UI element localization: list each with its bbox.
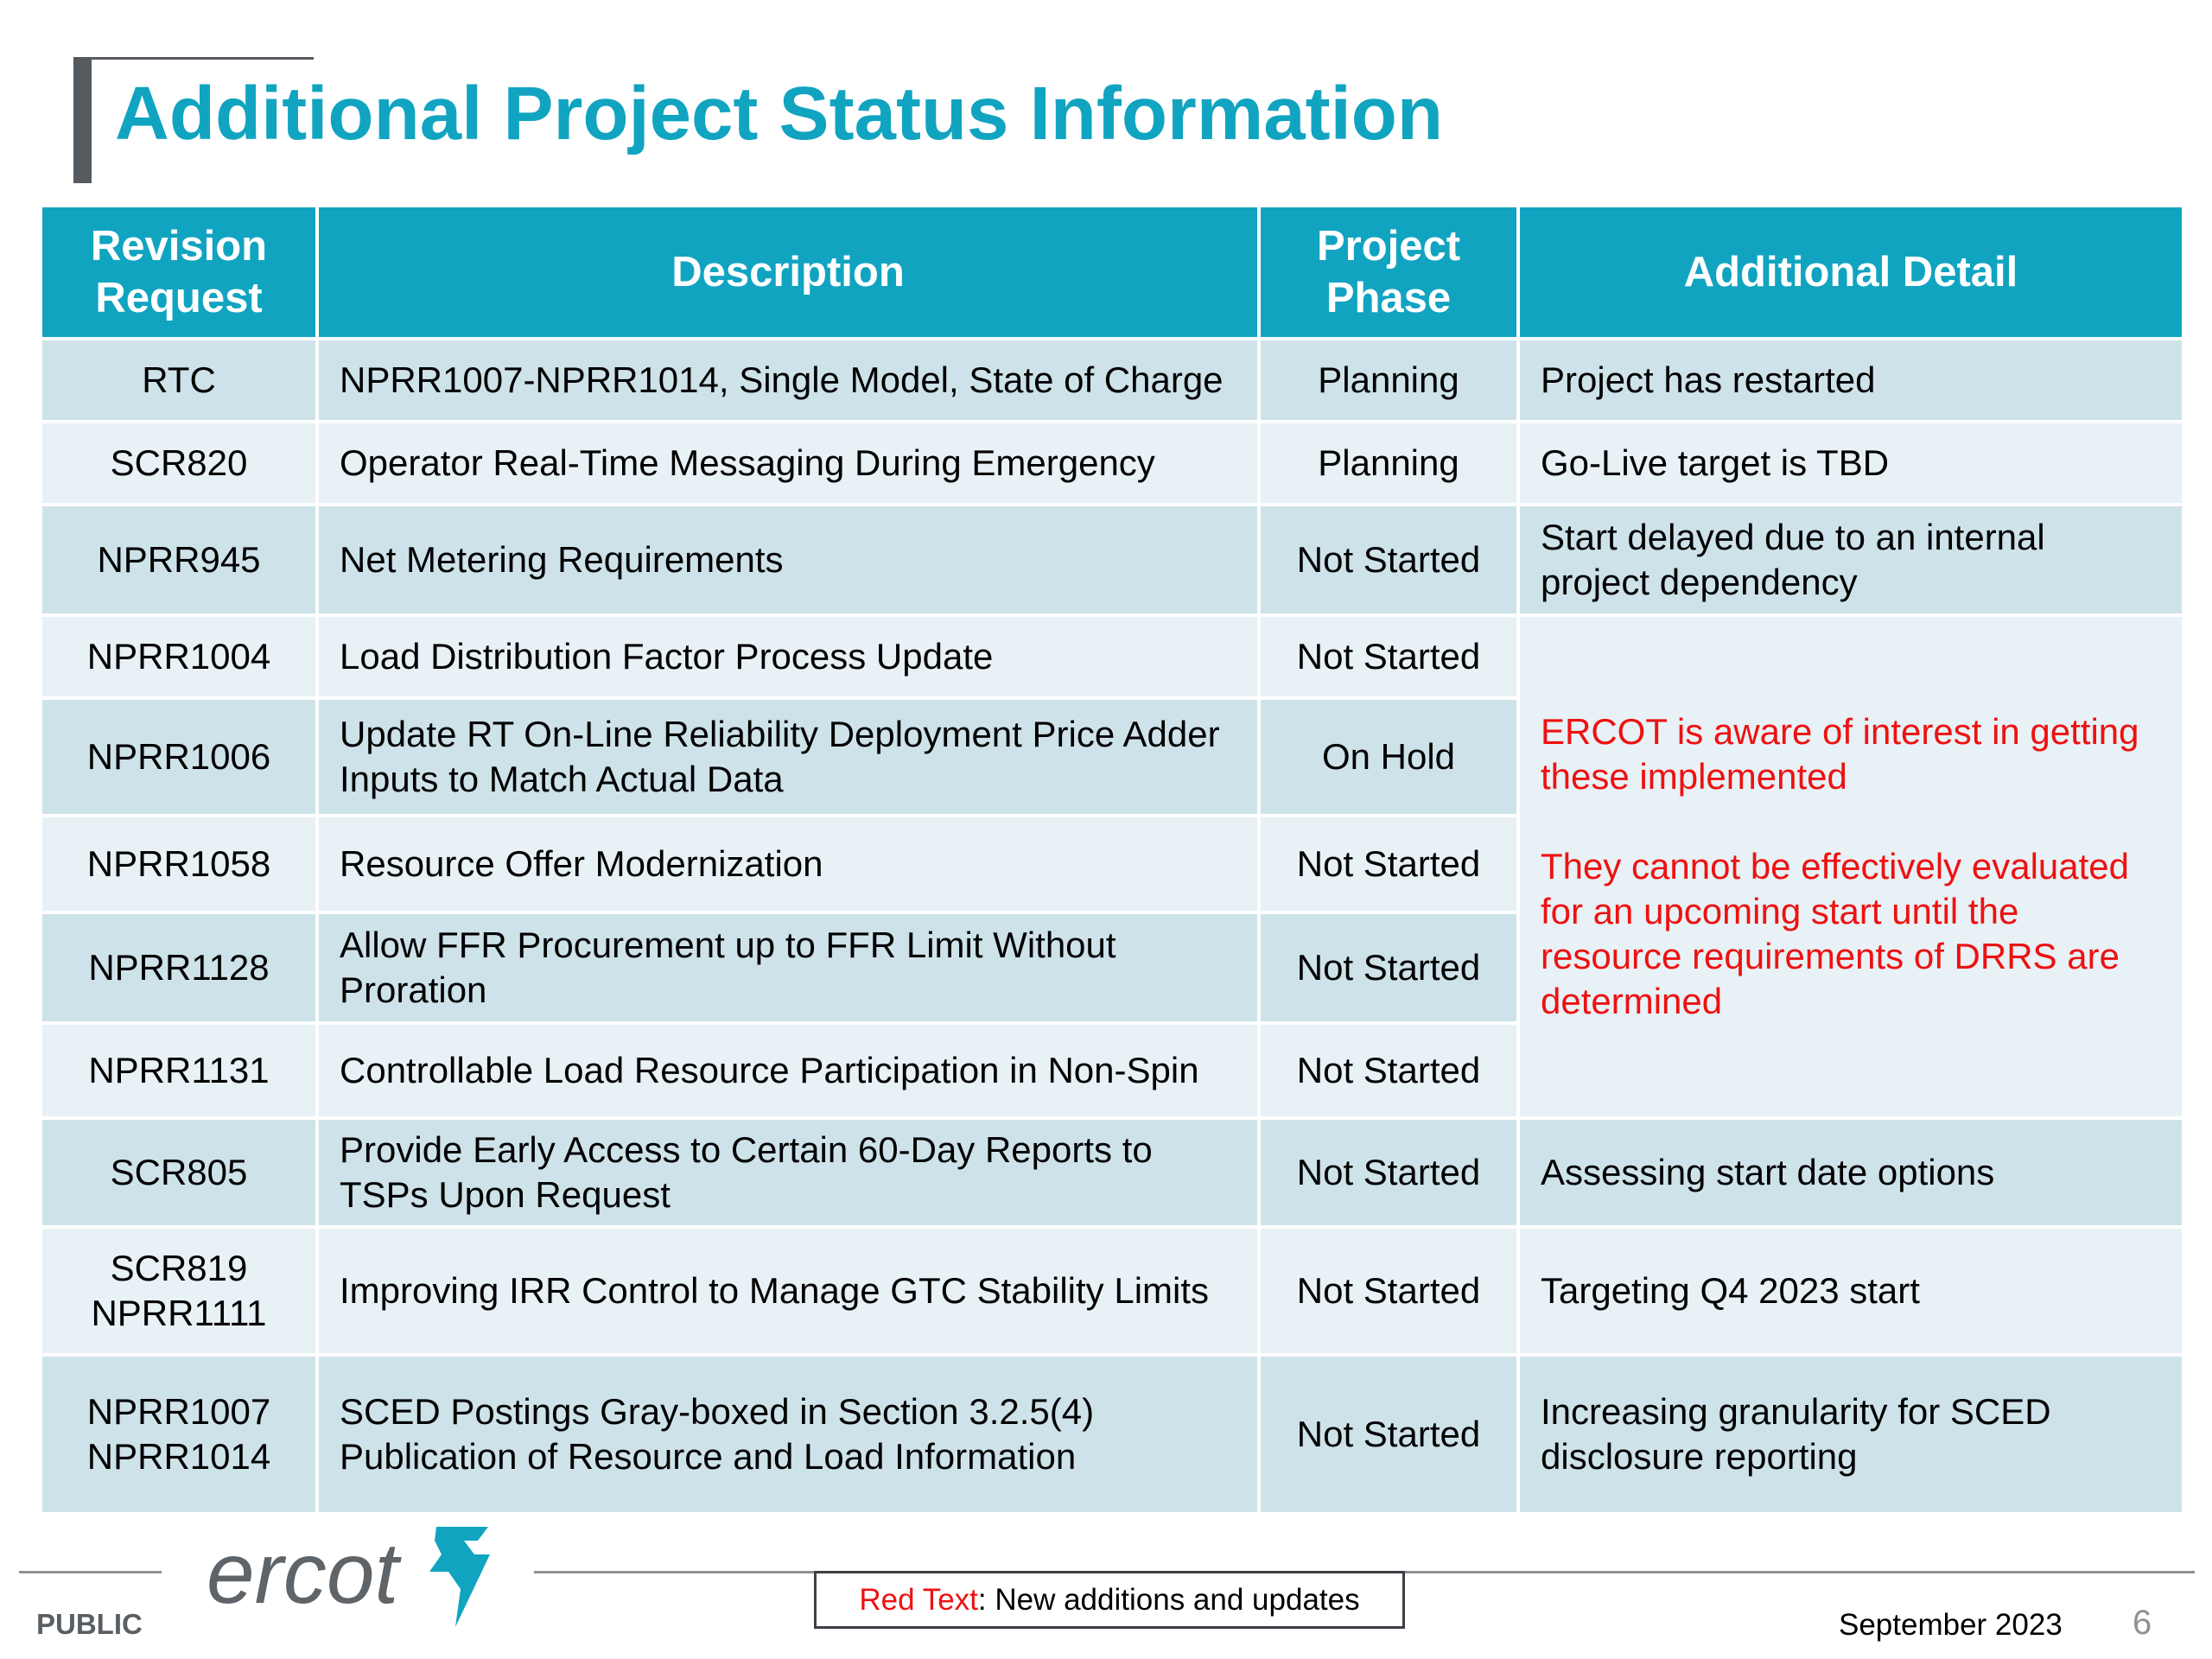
header-description-label: Description: [671, 249, 905, 296]
detail-cell: Increasing granularity for SCED disclosure reporting: [1518, 1355, 2183, 1514]
footer-rule-right: [1405, 1571, 2195, 1573]
page-title: Additional Project Status Information: [115, 72, 1444, 156]
logo-wordmark: ercot: [207, 1525, 399, 1622]
ercot-logo: [205, 1516, 490, 1629]
revision-line-1: NPRR1007: [86, 1391, 271, 1432]
table-row: [41, 422, 2183, 505]
revision-cell: NPRR1006: [41, 698, 317, 816]
detail-cell: Go-Live target is TBD: [1518, 422, 2183, 505]
description-cell: Operator Real-Time Messaging During Emergency: [317, 422, 1259, 505]
project-status-table: [39, 204, 2185, 1516]
description-cell: Update RT On-Line Reliability Deployment Price Adder Inputs to Match Actual Data: [317, 698, 1259, 816]
revision-line-1: SCR819: [110, 1248, 248, 1288]
table-row: [41, 1118, 2183, 1227]
table-row: [41, 505, 2183, 615]
description-cell: Net Metering Requirements: [317, 505, 1259, 615]
merged-detail-note-2: They cannot be effectively evaluated for an upcoming start until the resource requirements of DRRS are determined: [1541, 846, 2130, 1021]
footer-date: September 2023: [1839, 1608, 2063, 1642]
table-row: [41, 1227, 2183, 1355]
phase-cell: Not Started: [1259, 1118, 1518, 1227]
revision-line-2: NPRR1014: [86, 1436, 271, 1477]
table-row: [41, 615, 2183, 698]
page-number: 6: [2133, 1604, 2152, 1642]
revision-cell: [41, 1355, 317, 1514]
table-row: [41, 339, 2183, 422]
detail-cell: Project has restarted: [1518, 339, 2183, 422]
phase-cell: Not Started: [1259, 1227, 1518, 1355]
description-cell: Allow FFR Procurement up to FFR Limit Without Proration: [317, 912, 1259, 1023]
header-detail-label: Additional Detail: [1683, 249, 2018, 296]
description-cell: NPRR1007-NPRR1014, Single Model, State of Charge: [317, 339, 1259, 422]
table-header-row: [41, 206, 2183, 339]
phase-cell: Not Started: [1259, 505, 1518, 615]
header-phase-line-1: Project: [1316, 223, 1461, 270]
phase-cell: Planning: [1259, 339, 1518, 422]
detail-cell: Assessing start date options: [1518, 1118, 2183, 1227]
description-cell: SCED Postings Gray-boxed in Section 3.2.5(4) Publication of Resource and Load Information: [317, 1355, 1259, 1514]
legend-red-label: Red Text: [859, 1582, 978, 1617]
phase-cell: Not Started: [1259, 615, 1518, 698]
footer-rule-middle: [534, 1571, 814, 1573]
description-cell: Load Distribution Factor Process Update: [317, 615, 1259, 698]
header-project-phase: [1259, 206, 1518, 339]
revision-cell: [41, 1227, 317, 1355]
table-row: [41, 1355, 2183, 1514]
phase-cell: Not Started: [1259, 816, 1518, 912]
header-revision-request: [41, 206, 317, 339]
revision-cell: NPRR1004: [41, 615, 317, 698]
phase-cell: Not Started: [1259, 912, 1518, 1023]
merged-detail-cell: [1518, 615, 2183, 1118]
header-phase-line-2: Phase: [1325, 275, 1452, 321]
phase-cell: Not Started: [1259, 1023, 1518, 1118]
phase-cell: Not Started: [1259, 1355, 1518, 1514]
revision-cell: SCR805: [41, 1118, 317, 1227]
description-cell: Controllable Load Resource Participation in Non-Spin: [317, 1023, 1259, 1118]
header-revision-line-1: Revision: [90, 223, 268, 270]
revision-cell: NPRR1128: [41, 912, 317, 1023]
detail-cell: Targeting Q4 2023 start: [1518, 1227, 2183, 1355]
legend-box: [814, 1571, 1405, 1629]
phase-cell: Planning: [1259, 422, 1518, 505]
revision-cell: NPRR945: [41, 505, 317, 615]
revision-cell: SCR820: [41, 422, 317, 505]
header-description: [317, 206, 1259, 339]
header-additional-detail: [1518, 206, 2183, 339]
footer-rule-left: [19, 1571, 162, 1573]
description-cell: Provide Early Access to Certain 60-Day Reports to TSPs Upon Request: [317, 1118, 1259, 1227]
description-cell: Improving IRR Control to Manage GTC Stability Limits: [317, 1227, 1259, 1355]
header-revision-line-2: Request: [95, 275, 263, 321]
revision-line-2: NPRR1111: [91, 1293, 267, 1333]
merged-detail-note-1: ERCOT is aware of interest in getting these implemented: [1541, 711, 2139, 797]
bolt-icon: [429, 1527, 490, 1627]
legend-description: : New additions and updates: [977, 1582, 1360, 1617]
title-accent-rule: [73, 57, 314, 60]
description-cell: Resource Offer Modernization: [317, 816, 1259, 912]
classification-label: PUBLIC: [36, 1608, 143, 1640]
revision-cell: NPRR1131: [41, 1023, 317, 1118]
phase-cell: On Hold: [1259, 698, 1518, 816]
detail-cell: Start delayed due to an internal project dependency: [1518, 505, 2183, 615]
revision-cell: NPRR1058: [41, 816, 317, 912]
revision-cell: RTC: [41, 339, 317, 422]
title-accent-bar: [73, 57, 92, 183]
